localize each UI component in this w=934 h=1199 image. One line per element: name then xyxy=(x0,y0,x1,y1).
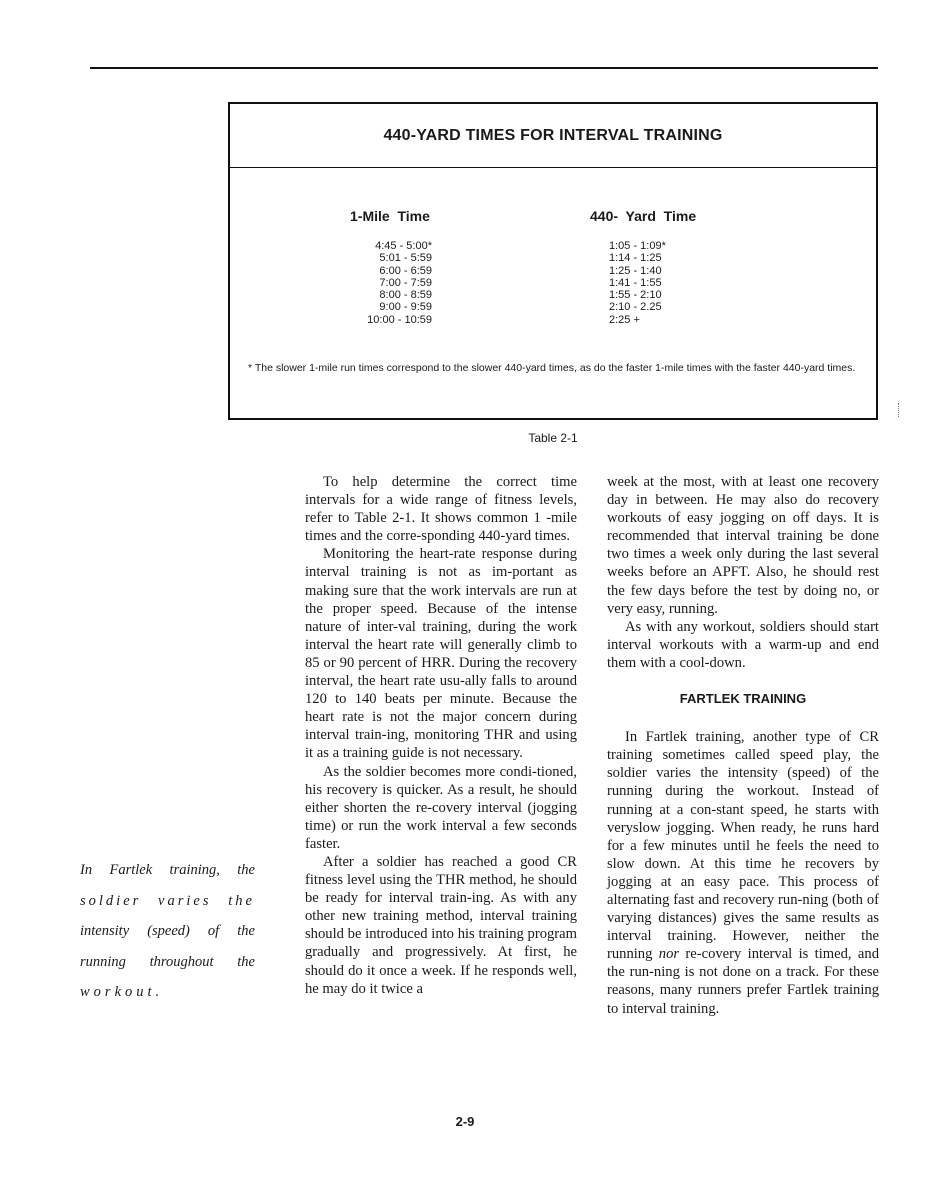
pull-quote-line: In Fartlek training, the xyxy=(80,862,255,878)
body-paragraph: week at the most, with at least one recovery day in between. He may also do recovery workouts of easy jogging on off days. It is recommended that interval training be done two times a week only during the last several weeks before an APFT. Also, he should rest the few days before the test by doing no, or very easy, running. xyxy=(607,474,879,617)
table-caption: Table 2-1 xyxy=(528,431,578,445)
table-cell: 1:05 - 1:09* xyxy=(609,240,666,252)
table-cell: 2:25 + xyxy=(609,313,640,326)
mile-times-column xyxy=(346,240,432,326)
table-title: 440-YARD TIMES FOR INTERVAL TRAINING xyxy=(230,104,876,168)
table-footnote: * The slower 1-mile run times correspond to the slower 440-yard times, as do the faster 1-mile times with the faster 440-yard times. xyxy=(248,362,856,374)
column-header-mile-time: 1-Mile Time xyxy=(350,208,430,224)
table-cell: 9:00 - 9:59 xyxy=(379,301,432,314)
margin-mark xyxy=(898,403,901,417)
table-cell: 2:10 - 2.25 xyxy=(609,301,662,314)
column-header-440-yard-time: 440- Yard Time xyxy=(590,208,697,224)
pull-quote-line: intensity (speed) of the xyxy=(80,923,255,939)
table-cell: 1:55 - 2:10 xyxy=(609,289,662,302)
table-cell: 7:00 - 7:59 xyxy=(379,276,432,289)
paragraph-text: re-covery interval is timed, and the run-ning is not done on a track. For these reasons, many runners prefer Fartlek training to interval training. xyxy=(607,946,879,1017)
body-paragraph: As with any workout, soldiers should start interval workouts with a warm-up and end them with a cool-down. xyxy=(607,618,879,671)
table-cell: 10:00 - 10:59 xyxy=(367,313,432,326)
emphasis-text: nor xyxy=(658,946,680,963)
table-cell: 4:45 - 5:00* xyxy=(375,240,432,252)
table-cell: 8:00 - 8:59 xyxy=(379,289,432,302)
page-number: 2-9 xyxy=(455,1114,475,1129)
body-column-right xyxy=(607,473,879,1018)
sidebar-pull-quote xyxy=(80,855,255,1008)
body-paragraph: To help determine the correct time intervals for a wide range of fitness levels, refer to Table 2-1. It shows common 1 -mile times and the corre-sponding 440-yard times. xyxy=(305,474,577,545)
table-cell: 1:25 - 1:40 xyxy=(609,264,662,277)
pull-quote-line: workout. xyxy=(80,984,164,1000)
body-paragraph: As the soldier becomes more condi-tioned, his recovery is quicker. As a result, he should either shorten the re-covery interval (jogging time) or run the work interval a few seconds faster. xyxy=(305,763,577,852)
body-paragraph: After a soldier has reached a good CR fitness level using the THR method, he should be ready for interval train-ing. As with any other new training method, interval training should be introduced into his training program gradually and progressively. At first, he should do it once a week. If he responds well, he may do it twice a xyxy=(305,853,577,997)
header-rule xyxy=(90,67,878,69)
paragraph-text: In Fartlek training, another type of CR training sometimes called speed play, the soldier varies the intensity (speed) of the running during the workout. Instead of running at a con-stant speed, he starts with veryslow jogging. When ready, he runs hard for a few minutes until he feels the need to slow down. At this time he recovers by jogging at an easy pace. This process of alternating fast and recovery run-ning (both of varying distances) gives the same results as interval training. However, neither the running xyxy=(607,729,879,963)
table-cell: 5:01 - 5:59 xyxy=(379,252,432,265)
pull-quote-line: running throughout the xyxy=(80,953,255,970)
yard-times-column xyxy=(609,240,729,326)
body-column-left xyxy=(305,473,577,998)
body-paragraph: Monitoring the heart-rate response during interval training is not as im-portant as making sure that the work intervals are run at the proper speed. Because of the intense nature of inter-val training, during the work interval the heart rate will generally climb to 85 or 90 percent of HRR. During the recovery interval, the heart rate usu-ally falls to around 120 to 140 beats per minute. Because the heart rate is not the major concern during interval train-ing, monitoring THR and using it as a training guide is not necessary. xyxy=(305,546,577,762)
interval-times-table xyxy=(228,102,878,420)
table-cell: 6:00 - 6:59 xyxy=(379,264,432,277)
table-cell: 1:14 - 1:25 xyxy=(609,252,662,265)
table-cell: 1:41 - 1:55 xyxy=(609,276,662,289)
section-heading-fartlek: FARTLEK TRAINING xyxy=(679,691,807,707)
pull-quote-line: soldier varies the xyxy=(80,892,255,909)
body-paragraph xyxy=(607,728,879,1018)
